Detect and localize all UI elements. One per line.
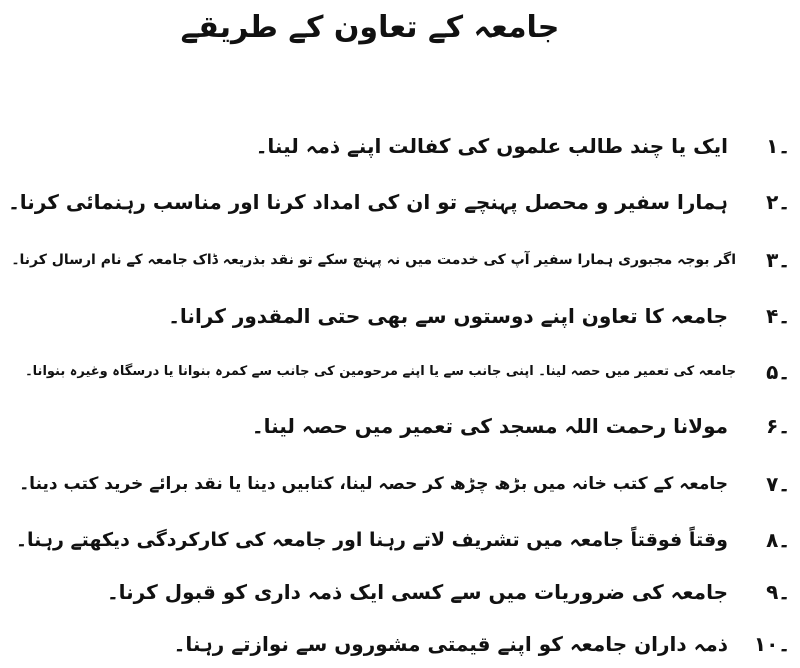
list-item: [0, 518, 800, 562]
item-number: ۳۔: [766, 248, 790, 272]
list-item: [0, 180, 800, 224]
item-text: ذمہ داران جامعہ کو اپنے قیمتی مشوروں سے نوازتے رہنا۔: [173, 632, 728, 656]
item-number: ۴۔: [766, 304, 790, 328]
item-number: ۱۔: [766, 134, 790, 158]
item-text: مولانا رحمت اللہ مسجد کی تعمیر میں حصہ لینا۔: [251, 414, 728, 438]
item-number: ۶۔: [766, 414, 790, 438]
list-item: [0, 124, 800, 168]
list-item: [0, 238, 800, 282]
list-item: [0, 294, 800, 338]
list-item: [0, 462, 800, 506]
item-number: ۹۔: [766, 580, 790, 604]
item-number: ۷۔: [766, 472, 790, 496]
list-item: [0, 622, 800, 666]
item-text: جامعہ کی تعمیر میں حصہ لینا۔ اپنی جانب سے یا اپنے مرحومین کی جانب سے کمرہ بنوانا یا درسگاہ وغیرہ بنوانا۔: [25, 364, 736, 379]
document-title: جامعہ کے تعاون کے طریقے: [180, 10, 560, 45]
item-number: ۵۔: [766, 360, 790, 384]
list-item: [0, 350, 800, 394]
item-text: جامعہ کا تعاون اپنے دوستوں سے بھی حتی المقدور کرانا۔: [168, 304, 728, 328]
item-text: جامعہ کے کتب خانہ میں بڑھ چڑھ کر حصہ لینا، کتابیں دینا یا نقد برائے خرید کتب دینا۔: [19, 474, 728, 494]
item-number: ۲۔: [766, 190, 790, 214]
item-number: ۸۔: [766, 528, 790, 552]
item-number: ۱۰۔: [753, 632, 790, 656]
item-text: ہمارا سفیر و محصل پہنچے تو ان کی امداد کرنا اور مناسب رہنمائی کرنا۔: [8, 190, 728, 214]
item-text: وقتاً فوقتاً جامعہ میں تشریف لاتے رہنا اور جامعہ کی کارکردگی دیکھتے رہنا۔: [15, 529, 728, 551]
item-text: ایک یا چند طالب علموں کی کفالت اپنے ذمہ لینا۔: [255, 134, 728, 158]
item-text: جامعہ کی ضروریات میں سے کسی ایک ذمہ داری کو قبول کرنا۔: [106, 580, 728, 604]
list-item: [0, 570, 800, 614]
item-text: اگر بوجہ مجبوری ہمارا سفیر آپ کی خدمت میں نہ پہنچ سکے تو نقد بذریعہ ڈاک جامعہ کے نام ارسال کرنا۔: [11, 252, 736, 268]
list-item: [0, 404, 800, 448]
